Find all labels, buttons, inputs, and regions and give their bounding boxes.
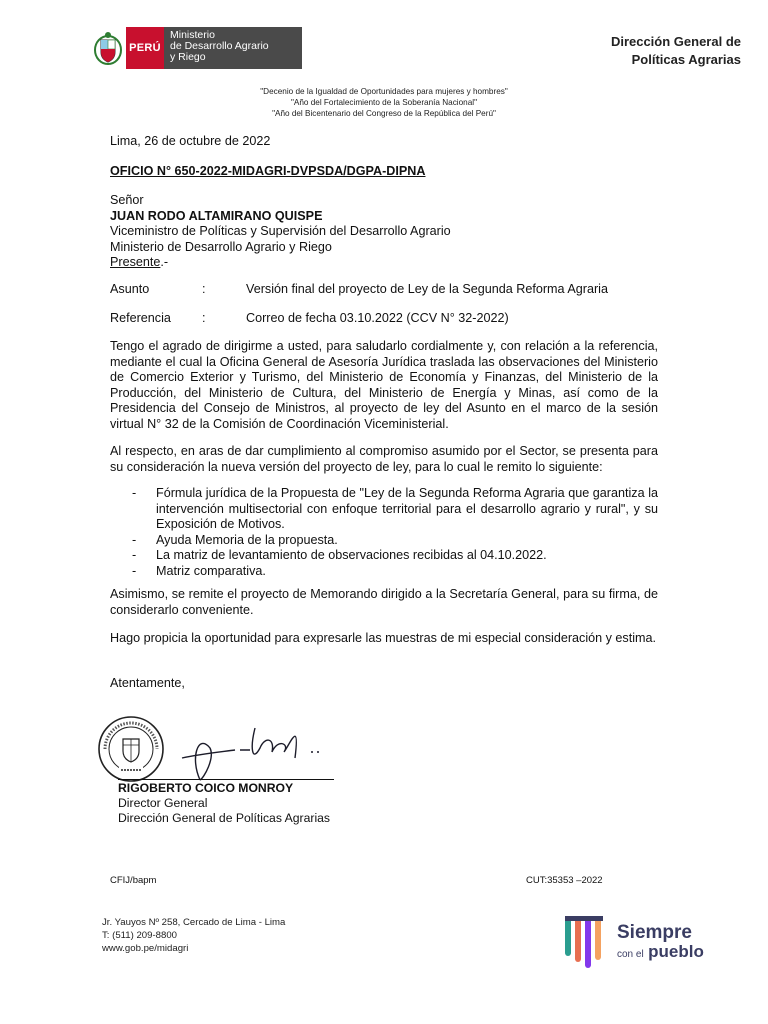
year-line: "Año del Fortalecimiento de la Soberanía Nacional" (290, 98, 478, 107)
list-item: - Fórmula jurídica de la Propuesta de "Ley de la Segunda Reforma Agraria que garantiza la intervención multisectorial con enfoque territorial para el desarrollo agrario y rural", y su Exposición de Motivos. (132, 486, 658, 531)
signer-title: Director General (118, 796, 208, 810)
asunto-text: Versión final del proyecto de Ley de la Segunda Reforma Agraria (246, 282, 608, 296)
referencia-row: Referencia : Correo de fecha 03.10.2022 (CCV N° 32-2022) (110, 311, 658, 327)
closing: Atentamente, (110, 676, 185, 690)
peru-label: PERÚ (126, 27, 164, 69)
signer-block (118, 781, 330, 826)
official-stamp-icon (97, 715, 165, 783)
phone-line: T: (511) 209-8800 (102, 930, 178, 941)
asunto-row: Asunto : Versión final del proyecto de Ley de la Segunda Reforma Agraria (110, 282, 658, 298)
presente: Presente.- (110, 255, 169, 269)
oficio-number: OFICIO N° 650-2022-MIDAGRI-DVPSDA/DGPA-DIPNA (110, 164, 426, 178)
salutation: Señor (110, 193, 144, 207)
decades-header (0, 86, 768, 119)
attachment-list (110, 486, 658, 579)
paragraph-3: Asimismo, se remite el proyecto de Memorando dirigido a la Secretaría General, para su firma, de considerarlo conveniente. (110, 587, 658, 617)
footer-address (102, 916, 285, 955)
handwritten-signature (160, 708, 360, 788)
ministry-logo (90, 27, 302, 69)
slogan-figures-icon (563, 914, 609, 970)
slogan-con-el: con el (617, 948, 644, 960)
place-date: Lima, 26 de octubre de 2022 (110, 134, 271, 148)
signer-office: Dirección General de Políticas Agrarias (118, 811, 331, 825)
signer-name: RIGOBERTO COICO MONROY (118, 781, 294, 795)
list-item: - La matriz de levantamiento de observaciones recibidas al 04.10.2022. (132, 548, 547, 562)
asunto-label: Asunto (110, 282, 150, 296)
referencia-label: Referencia (110, 311, 171, 325)
siempre-con-el-pueblo-logo (563, 913, 723, 971)
referencia-text: Correo de fecha 03.10.2022 (CCV N° 32-2022) (246, 311, 509, 325)
recipient-name: JUAN RODO ALTAMIRANO QUISPE (110, 208, 323, 223)
cut-number: CUT:35353 –2022 (526, 875, 603, 886)
address-line: Jr. Yauyos Nº 258, Cercado de Lima - Lima (102, 917, 286, 928)
ministry-name: Ministerio de Desarrollo Agrario y Riego (164, 27, 302, 69)
department-title: Dirección General de Políticas Agrarias (610, 34, 741, 67)
list-item: - Matriz comparativa. (132, 563, 266, 578)
slogan-siempre: Siempre (617, 921, 692, 943)
coat-of-arms-icon (90, 27, 126, 69)
signature-line (118, 779, 334, 780)
paragraph-4: Hago propicia la oportunidad para expresarle las muestras de mi especial consideración y estima. (110, 631, 657, 645)
recipient-org: Ministerio de Desarrollo Agrario y Riego (110, 239, 332, 254)
paragraph-2: Al respecto, en aras de dar cumplimiento al compromiso asumido por el Sector, se presenta para su consideración la nueva versión del proyecto de ley, para lo cual le remito lo siguiente: (110, 444, 658, 474)
year-line: "Año del Bicentenario del Congreso de la República del Perú" (272, 109, 496, 118)
recipient-block (110, 193, 658, 271)
slogan-pueblo: pueblo (648, 941, 704, 961)
paragraph-1: Tengo el agrado de dirigirme a usted, para saludarlo cordialmente y, con relación a la referencia, mediante el cual la Oficina General de Asesoría Jurídica traslada las observaciones del Ministerio de Comercio Exterior y Turismo, del Ministerio de Economía y Finanzas, del Ministerio de la Producción, del Ministerio de Cultura, del Ministerio de Energía y Minas, así como de la Presidencia del Consejo de Ministros, al proyecto de ley del Asunto en el marco de la sesión virtual N° 32 de la Comisión de Coordinación Viceministerial. (110, 339, 658, 431)
list-item: - Ayuda Memoria de la propuesta. (132, 532, 338, 547)
web-line: www.gob.pe/midagri (102, 943, 189, 954)
decade-line: "Decenio de la Igualdad de Oportunidades para mujeres y hombres" (260, 87, 508, 96)
reference-initials: CFIJ/bapm (110, 875, 157, 886)
recipient-title: Viceministro de Políticas y Supervisión del Desarrollo Agrario (110, 224, 451, 238)
